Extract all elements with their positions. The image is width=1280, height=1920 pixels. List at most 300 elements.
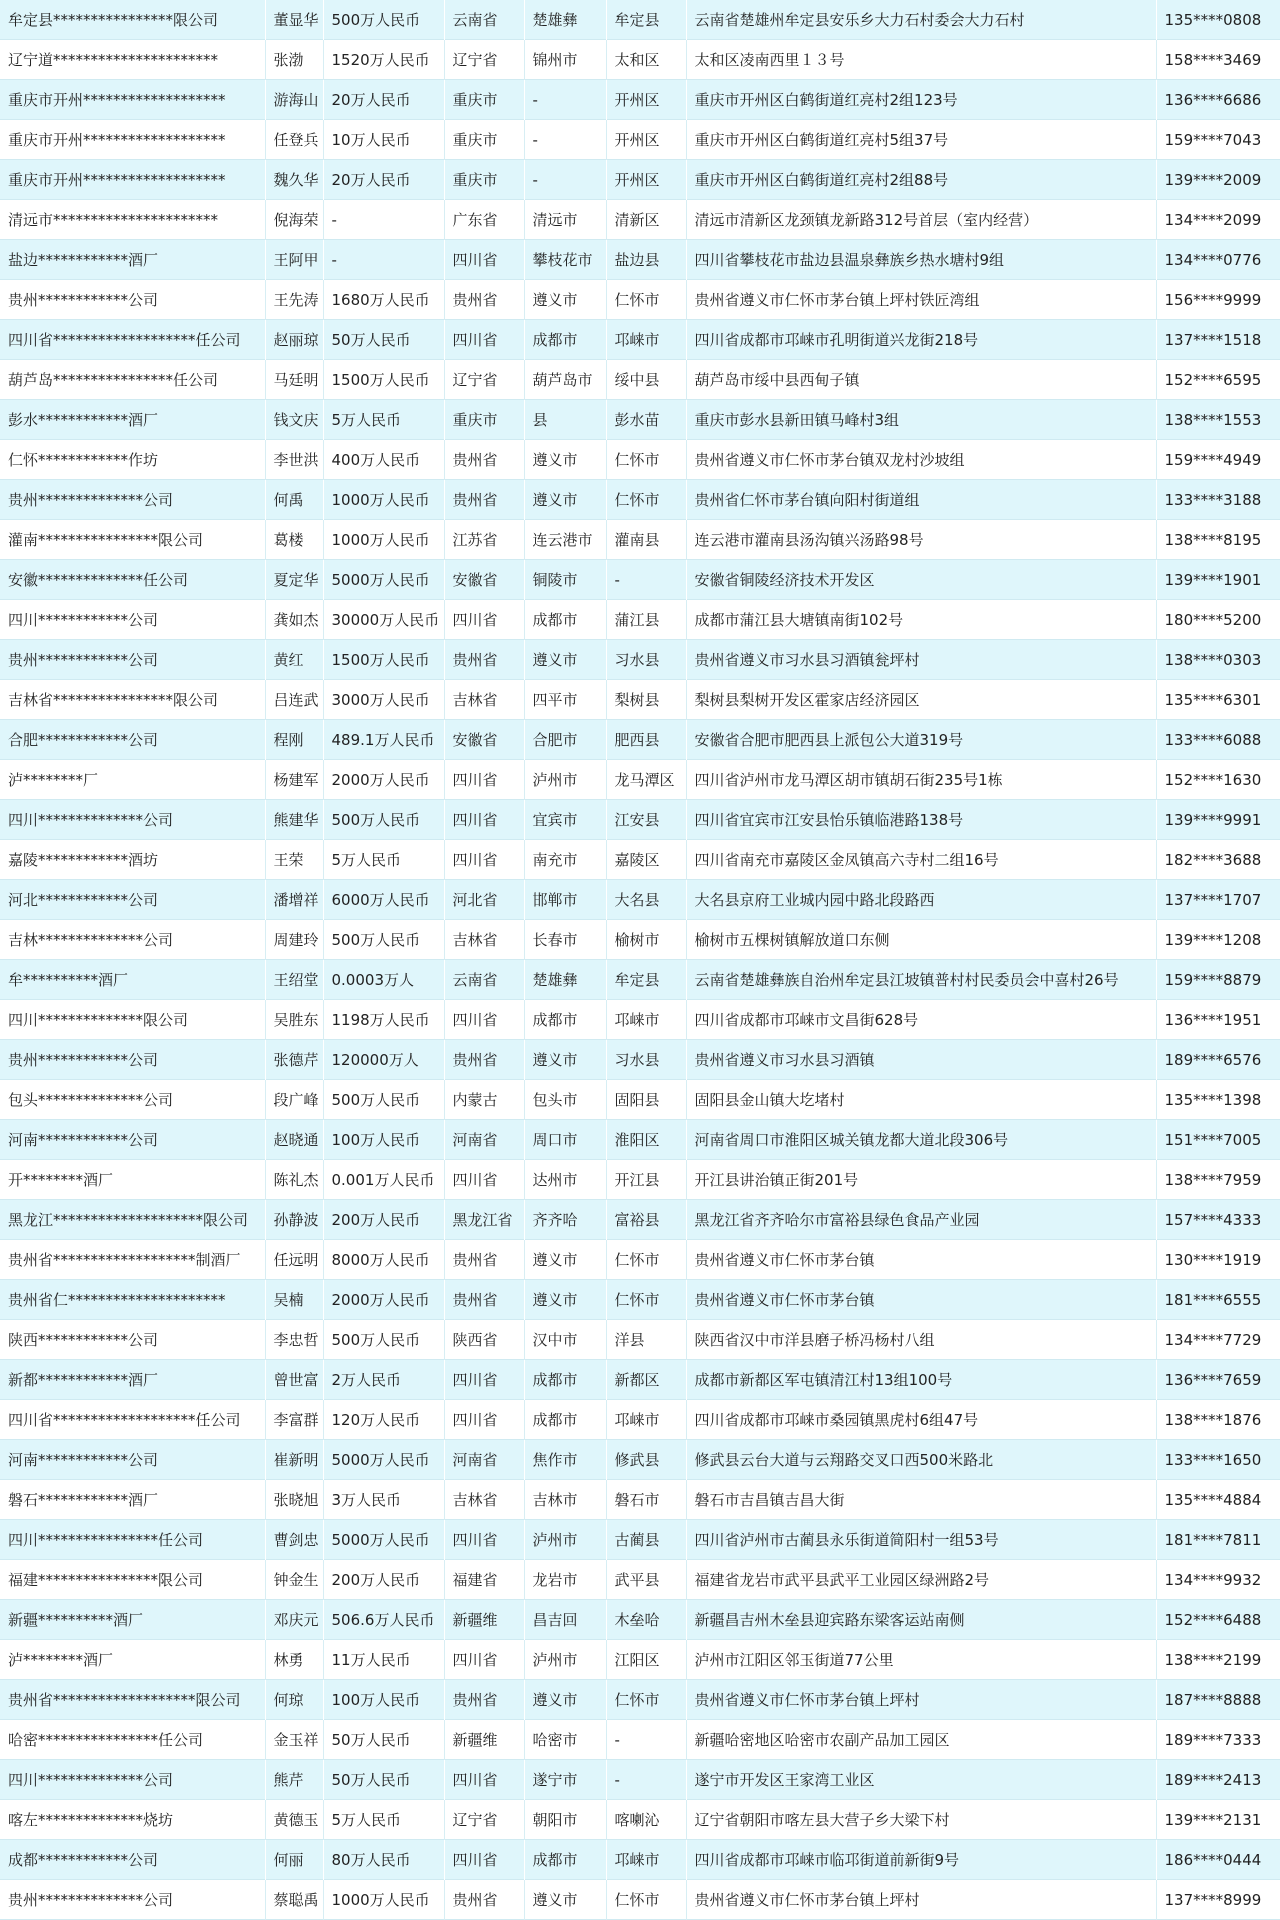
phone-cell: 181****6555 xyxy=(1156,1280,1280,1320)
province-cell: 四川省 xyxy=(444,800,524,840)
company-name-cell: 辽宁道********************** xyxy=(0,40,265,80)
city-cell: 遵义市 xyxy=(524,280,606,320)
district-cell: 洋县 xyxy=(606,1320,686,1360)
company-name-cell: 喀左**************烧坊 xyxy=(0,1800,265,1840)
table-row xyxy=(0,200,1280,240)
province-cell: 贵州省 xyxy=(444,1240,524,1280)
district-cell: - xyxy=(606,1760,686,1800)
table-row xyxy=(0,80,1280,120)
district-cell: 蒲江县 xyxy=(606,600,686,640)
company-name-cell: 哈密****************任公司 xyxy=(0,1720,265,1760)
province-cell: 新疆维 xyxy=(444,1600,524,1640)
city-cell: 锦州市 xyxy=(524,40,606,80)
phone-cell: 138****2199 xyxy=(1156,1640,1280,1680)
city-cell: 朝阳市 xyxy=(524,1800,606,1840)
legal-rep-cell: 黄德玉 xyxy=(265,1800,323,1840)
legal-rep-cell: 吴胜东 xyxy=(265,1000,323,1040)
capital-cell: - xyxy=(323,240,444,280)
legal-rep-cell: 曾世富 xyxy=(265,1360,323,1400)
company-name-cell: 贵州************公司 xyxy=(0,280,265,320)
province-cell: 四川省 xyxy=(444,320,524,360)
company-name-cell: 陕西************公司 xyxy=(0,1320,265,1360)
legal-rep-cell: 王荣 xyxy=(265,840,323,880)
company-name-cell: 牟定县****************限公司 xyxy=(0,0,265,40)
province-cell: 贵州省 xyxy=(444,1680,524,1720)
province-cell: 四川省 xyxy=(444,1840,524,1880)
province-cell: 新疆维 xyxy=(444,1720,524,1760)
phone-cell: 152****1630 xyxy=(1156,760,1280,800)
company-name-cell: 彭水************酒厂 xyxy=(0,400,265,440)
city-cell: 焦作市 xyxy=(524,1440,606,1480)
company-name-cell: 贵州省*******************制酒厂 xyxy=(0,1240,265,1280)
capital-cell: 0.001万人民币 xyxy=(323,1160,444,1200)
table-row xyxy=(0,1720,1280,1760)
company-name-cell: 贵州**************公司 xyxy=(0,1880,265,1920)
legal-rep-cell: 马廷明 xyxy=(265,360,323,400)
capital-cell: 20万人民币 xyxy=(323,160,444,200)
company-name-cell: 四川****************任公司 xyxy=(0,1520,265,1560)
district-cell: 江安县 xyxy=(606,800,686,840)
company-name-cell: 葫芦岛****************任公司 xyxy=(0,360,265,400)
table-row xyxy=(0,960,1280,1000)
legal-rep-cell: 吕连武 xyxy=(265,680,323,720)
company-name-cell: 四川省*******************任公司 xyxy=(0,320,265,360)
table-row xyxy=(0,1840,1280,1880)
company-name-cell: 河北************公司 xyxy=(0,880,265,920)
city-cell: 遵义市 xyxy=(524,1240,606,1280)
table-row xyxy=(0,520,1280,560)
address-cell: 磐石市吉昌镇吉昌大街 xyxy=(686,1480,1156,1520)
company-name-cell: 重庆市开州******************* xyxy=(0,120,265,160)
district-cell: 喀喇沁 xyxy=(606,1800,686,1840)
address-cell: 太和区凌南西里１３号 xyxy=(686,40,1156,80)
legal-rep-cell: 赵丽琼 xyxy=(265,320,323,360)
province-cell: 辽宁省 xyxy=(444,40,524,80)
capital-cell: 200万人民币 xyxy=(323,1200,444,1240)
district-cell: 梨树县 xyxy=(606,680,686,720)
province-cell: 四川省 xyxy=(444,1000,524,1040)
district-cell: 牟定县 xyxy=(606,0,686,40)
phone-cell: 186****0444 xyxy=(1156,1840,1280,1880)
address-cell: 四川省宜宾市江安县怡乐镇临港路138号 xyxy=(686,800,1156,840)
city-cell: 成都市 xyxy=(524,600,606,640)
table-row xyxy=(0,1160,1280,1200)
province-cell: 四川省 xyxy=(444,1760,524,1800)
district-cell: 灌南县 xyxy=(606,520,686,560)
capital-cell: 50万人民币 xyxy=(323,1760,444,1800)
legal-rep-cell: 蔡聪禹 xyxy=(265,1880,323,1920)
table-row xyxy=(0,1360,1280,1400)
province-cell: 河北省 xyxy=(444,880,524,920)
phone-cell: 137****8999 xyxy=(1156,1880,1280,1920)
city-cell: 包头市 xyxy=(524,1080,606,1120)
capital-cell: 506.6万人民币 xyxy=(323,1600,444,1640)
province-cell: 四川省 xyxy=(444,600,524,640)
province-cell: 内蒙古 xyxy=(444,1080,524,1120)
city-cell: 泸州市 xyxy=(524,760,606,800)
city-cell: 汉中市 xyxy=(524,1320,606,1360)
capital-cell: 400万人民币 xyxy=(323,440,444,480)
capital-cell: - xyxy=(323,200,444,240)
table-row xyxy=(0,1280,1280,1320)
city-cell: 楚雄彝 xyxy=(524,960,606,1000)
district-cell: 邛崃市 xyxy=(606,1840,686,1880)
company-name-cell: 四川************公司 xyxy=(0,600,265,640)
city-cell: 昌吉回 xyxy=(524,1600,606,1640)
company-name-cell: 四川省*******************任公司 xyxy=(0,1400,265,1440)
address-cell: 葫芦岛市绥中县西甸子镇 xyxy=(686,360,1156,400)
legal-rep-cell: 潘增祥 xyxy=(265,880,323,920)
legal-rep-cell: 任登兵 xyxy=(265,120,323,160)
city-cell: 宜宾市 xyxy=(524,800,606,840)
table-row xyxy=(0,160,1280,200)
capital-cell: 200万人民币 xyxy=(323,1560,444,1600)
district-cell: 龙马潭区 xyxy=(606,760,686,800)
province-cell: 黑龙江省 xyxy=(444,1200,524,1240)
address-cell: 榆树市五棵树镇解放道口东侧 xyxy=(686,920,1156,960)
province-cell: 吉林省 xyxy=(444,920,524,960)
phone-cell: 138****0303 xyxy=(1156,640,1280,680)
address-cell: 福建省龙岩市武平县武平工业园区绿洲路2号 xyxy=(686,1560,1156,1600)
table-row xyxy=(0,1480,1280,1520)
phone-cell: 182****3688 xyxy=(1156,840,1280,880)
capital-cell: 5000万人民币 xyxy=(323,1520,444,1560)
city-cell: 成都市 xyxy=(524,320,606,360)
province-cell: 重庆市 xyxy=(444,120,524,160)
legal-rep-cell: 葛楼 xyxy=(265,520,323,560)
table-row xyxy=(0,400,1280,440)
address-cell: 四川省成都市邛崃市孔明街道兴龙街218号 xyxy=(686,320,1156,360)
city-cell: - xyxy=(524,120,606,160)
district-cell: 木垒哈 xyxy=(606,1600,686,1640)
capital-cell: 11万人民币 xyxy=(323,1640,444,1680)
phone-cell: 138****7959 xyxy=(1156,1160,1280,1200)
city-cell: 攀枝花市 xyxy=(524,240,606,280)
table-row xyxy=(0,880,1280,920)
address-cell: 四川省泸州市龙马潭区胡市镇胡石街235号1栋 xyxy=(686,760,1156,800)
legal-rep-cell: 程刚 xyxy=(265,720,323,760)
phone-cell: 187****8888 xyxy=(1156,1680,1280,1720)
phone-cell: 180****5200 xyxy=(1156,600,1280,640)
legal-rep-cell: 张渤 xyxy=(265,40,323,80)
district-cell: 修武县 xyxy=(606,1440,686,1480)
capital-cell: 8000万人民币 xyxy=(323,1240,444,1280)
province-cell: 福建省 xyxy=(444,1560,524,1600)
legal-rep-cell: 周建玲 xyxy=(265,920,323,960)
phone-cell: 151****7005 xyxy=(1156,1120,1280,1160)
address-cell: 安徽省合肥市肥西县上派包公大道319号 xyxy=(686,720,1156,760)
city-cell: 遵义市 xyxy=(524,1280,606,1320)
address-cell: 清远市清新区龙颈镇龙新路312号首层（室内经营） xyxy=(686,200,1156,240)
phone-cell: 136****6686 xyxy=(1156,80,1280,120)
province-cell: 河南省 xyxy=(444,1120,524,1160)
capital-cell: 2000万人民币 xyxy=(323,1280,444,1320)
city-cell: 成都市 xyxy=(524,1360,606,1400)
legal-rep-cell: 任远明 xyxy=(265,1240,323,1280)
company-name-cell: 吉林**************公司 xyxy=(0,920,265,960)
address-cell: 贵州省遵义市仁怀市茅台镇上坪村 xyxy=(686,1880,1156,1920)
city-cell: 遵义市 xyxy=(524,1880,606,1920)
company-name-cell: 吉林省****************限公司 xyxy=(0,680,265,720)
province-cell: 贵州省 xyxy=(444,440,524,480)
province-cell: 重庆市 xyxy=(444,400,524,440)
legal-rep-cell: 何禹 xyxy=(265,480,323,520)
table-row xyxy=(0,1800,1280,1840)
table-row xyxy=(0,1200,1280,1240)
province-cell: 辽宁省 xyxy=(444,1800,524,1840)
company-name-cell: 清远市********************** xyxy=(0,200,265,240)
legal-rep-cell: 钟金生 xyxy=(265,1560,323,1600)
phone-cell: 137****1707 xyxy=(1156,880,1280,920)
company-name-cell: 重庆市开州******************* xyxy=(0,160,265,200)
legal-rep-cell: 董显华 xyxy=(265,0,323,40)
company-name-cell: 仁怀************作坊 xyxy=(0,440,265,480)
district-cell: 绥中县 xyxy=(606,360,686,400)
district-cell: 固阳县 xyxy=(606,1080,686,1120)
address-cell: 开江县讲治镇正街201号 xyxy=(686,1160,1156,1200)
table-row xyxy=(0,1560,1280,1600)
capital-cell: 5000万人民币 xyxy=(323,1440,444,1480)
city-cell: 吉林市 xyxy=(524,1480,606,1520)
city-cell: 遵义市 xyxy=(524,480,606,520)
district-cell: - xyxy=(606,1720,686,1760)
city-cell: 龙岩市 xyxy=(524,1560,606,1600)
phone-cell: 138****8195 xyxy=(1156,520,1280,560)
address-cell: 新疆哈密地区哈密市农副产品加工园区 xyxy=(686,1720,1156,1760)
company-name-cell: 福建****************限公司 xyxy=(0,1560,265,1600)
district-cell: 仁怀市 xyxy=(606,1880,686,1920)
province-cell: 云南省 xyxy=(444,0,524,40)
address-cell: 辽宁省朝阳市喀左县大营子乡大梁下村 xyxy=(686,1800,1156,1840)
capital-cell: 500万人民币 xyxy=(323,1320,444,1360)
address-cell: 泸州市江阳区邻玉街道77公里 xyxy=(686,1640,1156,1680)
city-cell: 泸州市 xyxy=(524,1640,606,1680)
capital-cell: 50万人民币 xyxy=(323,1720,444,1760)
phone-cell: 135****4884 xyxy=(1156,1480,1280,1520)
capital-cell: 20万人民币 xyxy=(323,80,444,120)
district-cell: 古蔺县 xyxy=(606,1520,686,1560)
address-cell: 固阳县金山镇大圪堵村 xyxy=(686,1080,1156,1120)
province-cell: 四川省 xyxy=(444,1360,524,1400)
company-name-cell: 贵州************公司 xyxy=(0,640,265,680)
district-cell: 盐边县 xyxy=(606,240,686,280)
district-cell: 习水县 xyxy=(606,640,686,680)
table-row xyxy=(0,1680,1280,1720)
legal-rep-cell: 李世洪 xyxy=(265,440,323,480)
capital-cell: 0.0003万人 xyxy=(323,960,444,1000)
table-row xyxy=(0,1320,1280,1360)
phone-cell: 136****1951 xyxy=(1156,1000,1280,1040)
company-name-cell: 四川**************公司 xyxy=(0,1760,265,1800)
company-name-cell: 成都************公司 xyxy=(0,1840,265,1880)
table-row xyxy=(0,360,1280,400)
address-cell: 遂宁市开发区王家湾工业区 xyxy=(686,1760,1156,1800)
phone-cell: 159****4949 xyxy=(1156,440,1280,480)
address-cell: 贵州省遵义市仁怀市茅台镇上坪村铁匠湾组 xyxy=(686,280,1156,320)
district-cell: 太和区 xyxy=(606,40,686,80)
table-row xyxy=(0,1760,1280,1800)
phone-cell: 157****4333 xyxy=(1156,1200,1280,1240)
city-cell: 成都市 xyxy=(524,1400,606,1440)
phone-cell: 158****3469 xyxy=(1156,40,1280,80)
city-cell: 周口市 xyxy=(524,1120,606,1160)
company-name-cell: 贵州************公司 xyxy=(0,1040,265,1080)
capital-cell: 500万人民币 xyxy=(323,800,444,840)
legal-rep-cell: 李忠哲 xyxy=(265,1320,323,1360)
city-cell: 泸州市 xyxy=(524,1520,606,1560)
phone-cell: 159****8879 xyxy=(1156,960,1280,1000)
phone-cell: 136****7659 xyxy=(1156,1360,1280,1400)
phone-cell: 135****1398 xyxy=(1156,1080,1280,1120)
phone-cell: 181****7811 xyxy=(1156,1520,1280,1560)
company-name-cell: 开********酒厂 xyxy=(0,1160,265,1200)
legal-rep-cell: 何琼 xyxy=(265,1680,323,1720)
province-cell: 贵州省 xyxy=(444,480,524,520)
company-name-cell: 合肥************公司 xyxy=(0,720,265,760)
capital-cell: 100万人民币 xyxy=(323,1120,444,1160)
province-cell: 陕西省 xyxy=(444,1320,524,1360)
address-cell: 成都市蒲江县大塘镇南街102号 xyxy=(686,600,1156,640)
city-cell: 铜陵市 xyxy=(524,560,606,600)
address-cell: 连云港市灌南县汤沟镇兴汤路98号 xyxy=(686,520,1156,560)
city-cell: 合肥市 xyxy=(524,720,606,760)
district-cell: 开州区 xyxy=(606,120,686,160)
phone-cell: 133****1650 xyxy=(1156,1440,1280,1480)
capital-cell: 6000万人民币 xyxy=(323,880,444,920)
phone-cell: 133****3188 xyxy=(1156,480,1280,520)
province-cell: 四川省 xyxy=(444,1160,524,1200)
city-cell: 清远市 xyxy=(524,200,606,240)
table-row xyxy=(0,1600,1280,1640)
legal-rep-cell: 曹剑忠 xyxy=(265,1520,323,1560)
province-cell: 重庆市 xyxy=(444,80,524,120)
district-cell: 仁怀市 xyxy=(606,1680,686,1720)
table-row xyxy=(0,1080,1280,1120)
address-cell: 修武县云台大道与云翔路交叉口西500米路北 xyxy=(686,1440,1156,1480)
address-cell: 大名县京府工业城内园中路北段路西 xyxy=(686,880,1156,920)
address-cell: 四川省成都市邛崃市文昌街628号 xyxy=(686,1000,1156,1040)
table-row xyxy=(0,840,1280,880)
province-cell: 贵州省 xyxy=(444,1040,524,1080)
table-row xyxy=(0,560,1280,600)
company-name-cell: 盐边************酒厂 xyxy=(0,240,265,280)
district-cell: 淮阳区 xyxy=(606,1120,686,1160)
capital-cell: 500万人民币 xyxy=(323,0,444,40)
table-row xyxy=(0,800,1280,840)
province-cell: 吉林省 xyxy=(444,680,524,720)
province-cell: 四川省 xyxy=(444,1520,524,1560)
phone-cell: 152****6595 xyxy=(1156,360,1280,400)
company-name-cell: 泸********厂 xyxy=(0,760,265,800)
district-cell: 邛崃市 xyxy=(606,1000,686,1040)
legal-rep-cell: 张晓旭 xyxy=(265,1480,323,1520)
district-cell: 习水县 xyxy=(606,1040,686,1080)
legal-rep-cell: 游海山 xyxy=(265,80,323,120)
legal-rep-cell: 倪海荣 xyxy=(265,200,323,240)
district-cell: 彭水苗 xyxy=(606,400,686,440)
capital-cell: 30000万人民币 xyxy=(323,600,444,640)
address-cell: 云南省楚雄彝族自治州牟定县江坡镇普村村民委员会中喜村26号 xyxy=(686,960,1156,1000)
company-name-cell: 四川**************公司 xyxy=(0,800,265,840)
address-cell: 四川省成都市邛崃市临邛街道前新街9号 xyxy=(686,1840,1156,1880)
company-name-cell: 新疆**********酒厂 xyxy=(0,1600,265,1640)
phone-cell: 156****9999 xyxy=(1156,280,1280,320)
capital-cell: 120000万人 xyxy=(323,1040,444,1080)
city-cell: 成都市 xyxy=(524,1000,606,1040)
district-cell: 新都区 xyxy=(606,1360,686,1400)
province-cell: 四川省 xyxy=(444,240,524,280)
phone-cell: 133****6088 xyxy=(1156,720,1280,760)
district-cell: 榆树市 xyxy=(606,920,686,960)
city-cell: 邯郸市 xyxy=(524,880,606,920)
legal-rep-cell: 张德芹 xyxy=(265,1040,323,1080)
address-cell: 贵州省仁怀市茅台镇向阳村街道组 xyxy=(686,480,1156,520)
capital-cell: 1198万人民币 xyxy=(323,1000,444,1040)
district-cell: 开州区 xyxy=(606,160,686,200)
province-cell: 云南省 xyxy=(444,960,524,1000)
phone-cell: 130****1919 xyxy=(1156,1240,1280,1280)
capital-cell: 2000万人民币 xyxy=(323,760,444,800)
address-cell: 黑龙江省齐齐哈尔市富裕县绿色食品产业园 xyxy=(686,1200,1156,1240)
district-cell: 仁怀市 xyxy=(606,480,686,520)
address-cell: 重庆市开州区白鹤街道红亮村2组123号 xyxy=(686,80,1156,120)
phone-cell: 139****1208 xyxy=(1156,920,1280,960)
district-cell: 磐石市 xyxy=(606,1480,686,1520)
address-cell: 贵州省遵义市仁怀市茅台镇 xyxy=(686,1280,1156,1320)
city-cell: 葫芦岛市 xyxy=(524,360,606,400)
legal-rep-cell: 魏久华 xyxy=(265,160,323,200)
capital-cell: 1000万人民币 xyxy=(323,520,444,560)
table-row xyxy=(0,120,1280,160)
legal-rep-cell: 吴楠 xyxy=(265,1280,323,1320)
capital-cell: 1500万人民币 xyxy=(323,360,444,400)
legal-rep-cell: 段广峰 xyxy=(265,1080,323,1120)
phone-cell: 139****2131 xyxy=(1156,1800,1280,1840)
capital-cell: 500万人民币 xyxy=(323,1080,444,1120)
phone-cell: 134****7729 xyxy=(1156,1320,1280,1360)
company-name-cell: 贵州**************公司 xyxy=(0,480,265,520)
phone-cell: 137****1518 xyxy=(1156,320,1280,360)
legal-rep-cell: 李富群 xyxy=(265,1400,323,1440)
legal-rep-cell: 龚如杰 xyxy=(265,600,323,640)
table-row xyxy=(0,760,1280,800)
address-cell: 云南省楚雄州牟定县安乐乡大力石村委会大力石村 xyxy=(686,0,1156,40)
legal-rep-cell: 邓庆元 xyxy=(265,1600,323,1640)
address-cell: 梨树县梨树开发区霍家店经济园区 xyxy=(686,680,1156,720)
province-cell: 江苏省 xyxy=(444,520,524,560)
city-cell: 达州市 xyxy=(524,1160,606,1200)
province-cell: 贵州省 xyxy=(444,1880,524,1920)
address-cell: 安徽省铜陵经济技术开发区 xyxy=(686,560,1156,600)
city-cell: 遂宁市 xyxy=(524,1760,606,1800)
legal-rep-cell: 熊芹 xyxy=(265,1760,323,1800)
company-name-cell: 河南************公司 xyxy=(0,1440,265,1480)
address-cell: 河南省周口市淮阳区城关镇龙都大道北段306号 xyxy=(686,1120,1156,1160)
city-cell: 县 xyxy=(524,400,606,440)
table-row xyxy=(0,1440,1280,1480)
address-cell: 贵州省遵义市仁怀市茅台镇上坪村 xyxy=(686,1680,1156,1720)
province-cell: 吉林省 xyxy=(444,1480,524,1520)
table-row xyxy=(0,1240,1280,1280)
district-cell: 仁怀市 xyxy=(606,1280,686,1320)
province-cell: 辽宁省 xyxy=(444,360,524,400)
district-cell: 江阳区 xyxy=(606,1640,686,1680)
capital-cell: 5万人民币 xyxy=(323,840,444,880)
district-cell: 仁怀市 xyxy=(606,1240,686,1280)
company-name-cell: 磐石************酒厂 xyxy=(0,1480,265,1520)
capital-cell: 500万人民币 xyxy=(323,920,444,960)
address-cell: 重庆市彭水县新田镇马峰村3组 xyxy=(686,400,1156,440)
